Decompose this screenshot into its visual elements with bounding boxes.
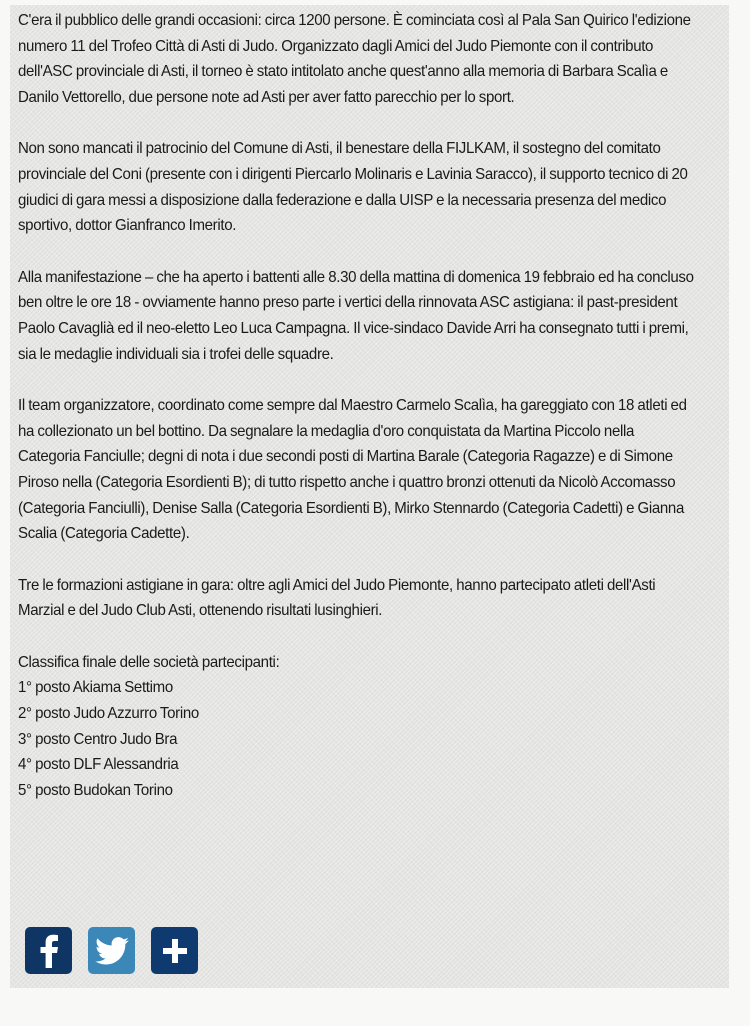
twitter-share-button[interactable] bbox=[88, 927, 135, 974]
article-body bbox=[18, 8, 698, 803]
paragraph-sponsors: Non sono mancati il patrocinio del Comune di Asti, il benestare della FIJLKAM, il sostegno del comitato provinciale del Coni (presente con i dirigenti Piercarlo Molinaris e Lavinia Saracco), il supporto tecnico di 20 giudici di gara messi a disposizione dalla federazione e dalla UISP e la necessaria presenza del medico sportivo, dottor Gianfranco Imerito. bbox=[18, 140, 688, 235]
plus-icon bbox=[162, 938, 188, 964]
paragraph-intro: C'era il pubblico delle grandi occasioni: circa 1200 persone. È cominciata così al Pala San Quirico l'edizione numero 11 del Trofeo Città di Asti di Judo. Organizzato dagli Amici del Judo Piemonte con il contributo dell'ASC provinciale di Asti, il torneo è stato intitolato anche quest'anno alla memoria di Barbara Scalìa e Danilo Vettorello, due persone note ad Asti per aver fatto parecchio per lo sport. bbox=[18, 12, 691, 106]
standings-item: 4° posto DLF Alessandria bbox=[18, 756, 179, 774]
standings-item: 5° posto Budokan Torino bbox=[18, 781, 173, 799]
paragraph-event: Alla manifestazione – che ha aperto i battenti alle 8.30 della mattina di domenica 19 febbraio ed ha concluso ben oltre le ore 18 - ovviamente hanno preso parte i vertici della rinnovata ASC astigiana: il past-president Paolo Cavaglià ed il neo-eletto Leo Luca Campagna. Il vice-sindaco Davide Arri ha consegnato tutti i premi, sia le medaglie individuali sia i trofei delle squadre. bbox=[18, 268, 694, 363]
social-share-bar bbox=[25, 927, 198, 974]
standings-item: 2° posto Judo Azzurro Torino bbox=[18, 705, 199, 723]
standings-title: Classifica finale delle società partecipanti: bbox=[18, 653, 280, 671]
facebook-share-button[interactable] bbox=[25, 927, 72, 974]
more-share-button[interactable] bbox=[151, 927, 198, 974]
facebook-icon bbox=[38, 934, 60, 968]
twitter-icon bbox=[95, 937, 129, 965]
paragraph-team-results: Il team organizzatore, coordinato come sempre dal Maestro Carmelo Scalìa, ha gareggiato con 18 atleti ed ha collezionato un bel bottino. Da segnalare la medaglia d'oro conquistata da Martina Piccolo nella Categoria Fanciulle; degni di nota i due secondi posti di Martina Barale (Categoria Ragazze) e di Simone Piroso nella (Categoria Esordienti B); di tutto rispetto anche i quattro bronzi ottenuti da Nicolò Accomasso (Categoria Fanciulli), Denise Salla (Categoria Esordienti B), Mirko Stennardo (Categoria Cadetti) e Gianna Scalia (Categoria Cadette). bbox=[18, 397, 687, 543]
standings-section bbox=[18, 650, 698, 804]
standings-item: 3° posto Centro Judo Bra bbox=[18, 730, 178, 748]
standings-item: 1° posto Akiama Settimo bbox=[18, 679, 173, 697]
paragraph-local-teams: Tre le formazioni astigiane in gara: oltre agli Amici del Judo Piemonte, hanno partecipato atleti dell'Asti Marzial e del Judo Club Asti, ottenendo risultati lusinghieri. bbox=[18, 576, 656, 620]
standings-list bbox=[18, 675, 698, 803]
